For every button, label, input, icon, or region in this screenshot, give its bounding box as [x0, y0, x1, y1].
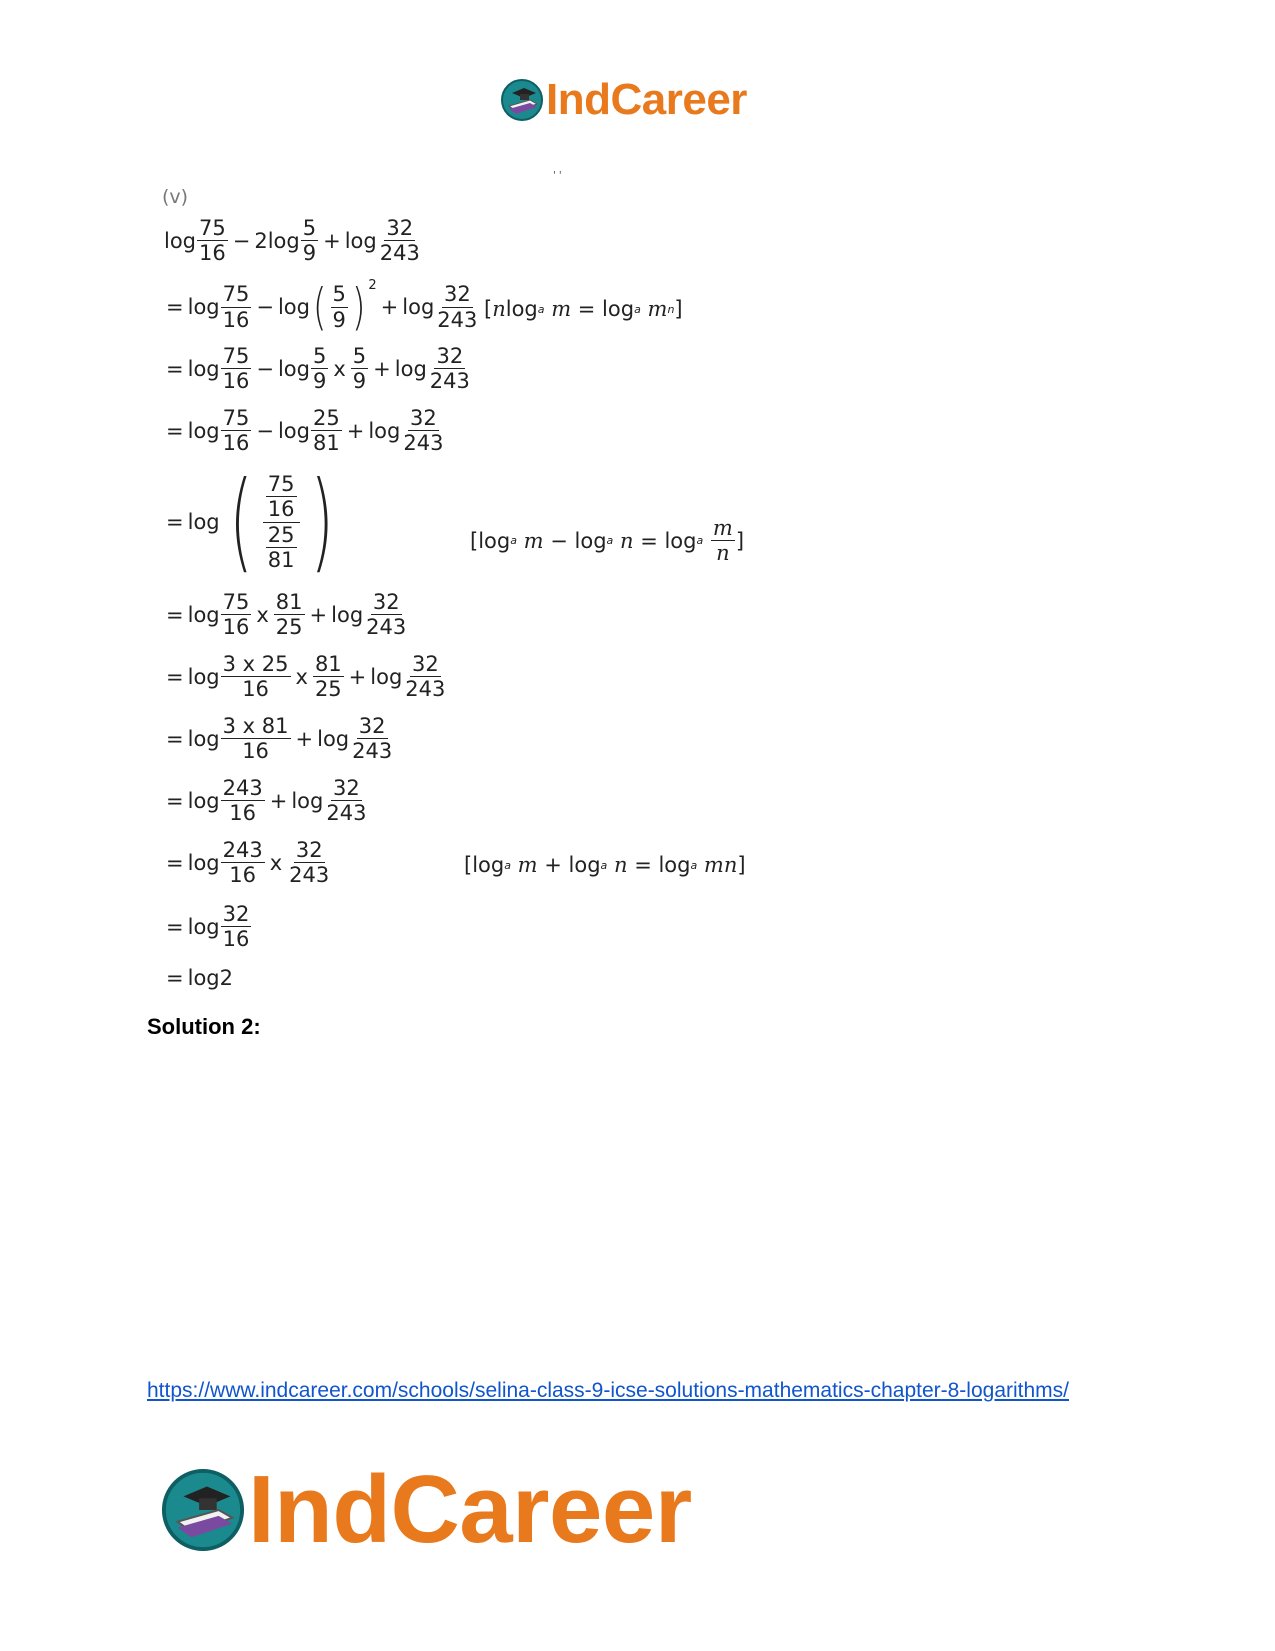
indcareer-logo-top [500, 75, 747, 124]
graduation-book-icon [160, 1467, 246, 1553]
math-line-9: = log $\frac{243}{16}$ + log $\frac{32}{243}$ [166, 776, 367, 826]
tick-mark: ' ' [553, 170, 562, 181]
math-line-2: = log $\frac{75}{16}$ − log ( $\frac{5}{9}$ ) 2 + log $\frac{32}{243}$ [166, 277, 478, 336]
source-link[interactable]: https://www.indcareer.com/schools/selina-class-9-icse-solutions-mathematics-chapter-8-logarithms/ [147, 1379, 1070, 1402]
math-line-3: = log $\frac{75}{16}$ − log $\frac{5}{9}$ x $\frac{5}{9}$ + log $\frac{32}{243}$ [166, 344, 470, 394]
rule-quotient: [log a m − log a n = log a $\frac{m}{n}$ ] [470, 516, 745, 566]
math-line-12: = log 2 [166, 966, 233, 990]
math-line-6: = log $\frac{75}{16}$ x $\frac{81}{25}$ + log $\frac{32}{243}$ [166, 590, 407, 640]
math-line-5: = log ( $\frac{\frac{75}{16}}{\frac{25}{81}}$ ) [166, 459, 334, 584]
rule-product: [log a m + log a n = log a mn ] [464, 853, 746, 877]
math-line-1: log $\frac{75}{16}$ − 2log $\frac{5}{9}$ + log $\frac{32}{243}$ [164, 216, 420, 266]
math-line-11: = log $\frac{32}{16}$ [166, 902, 250, 952]
math-line-7: = log $\frac{3 x 25}{16}$ x $\frac{81}{25}$ + log $\frac{32}{243}$ [166, 652, 446, 702]
math-line-8: = log $\frac{3 x 81}{16}$ + log $\frac{32}{243}$ [166, 714, 393, 764]
math-line-10: = log $\frac{243}{16}$ x $\frac{32}{243}$ [166, 838, 330, 888]
math-line-4: = log $\frac{75}{16}$ − log $\frac{25}{81}$ + log $\frac{32}{243}$ [166, 406, 444, 456]
rule-power: [ n log a m = log a m n ] [484, 297, 683, 321]
logo-text: IndCareer [248, 1456, 692, 1563]
math-solution [162, 186, 802, 990]
graduation-book-icon [500, 78, 544, 122]
solution-heading: Solution 2: [147, 1014, 261, 1039]
logo-text: IndCareer [546, 75, 747, 124]
part-label: (v) [162, 186, 189, 208]
indcareer-logo-bottom [160, 1456, 692, 1563]
